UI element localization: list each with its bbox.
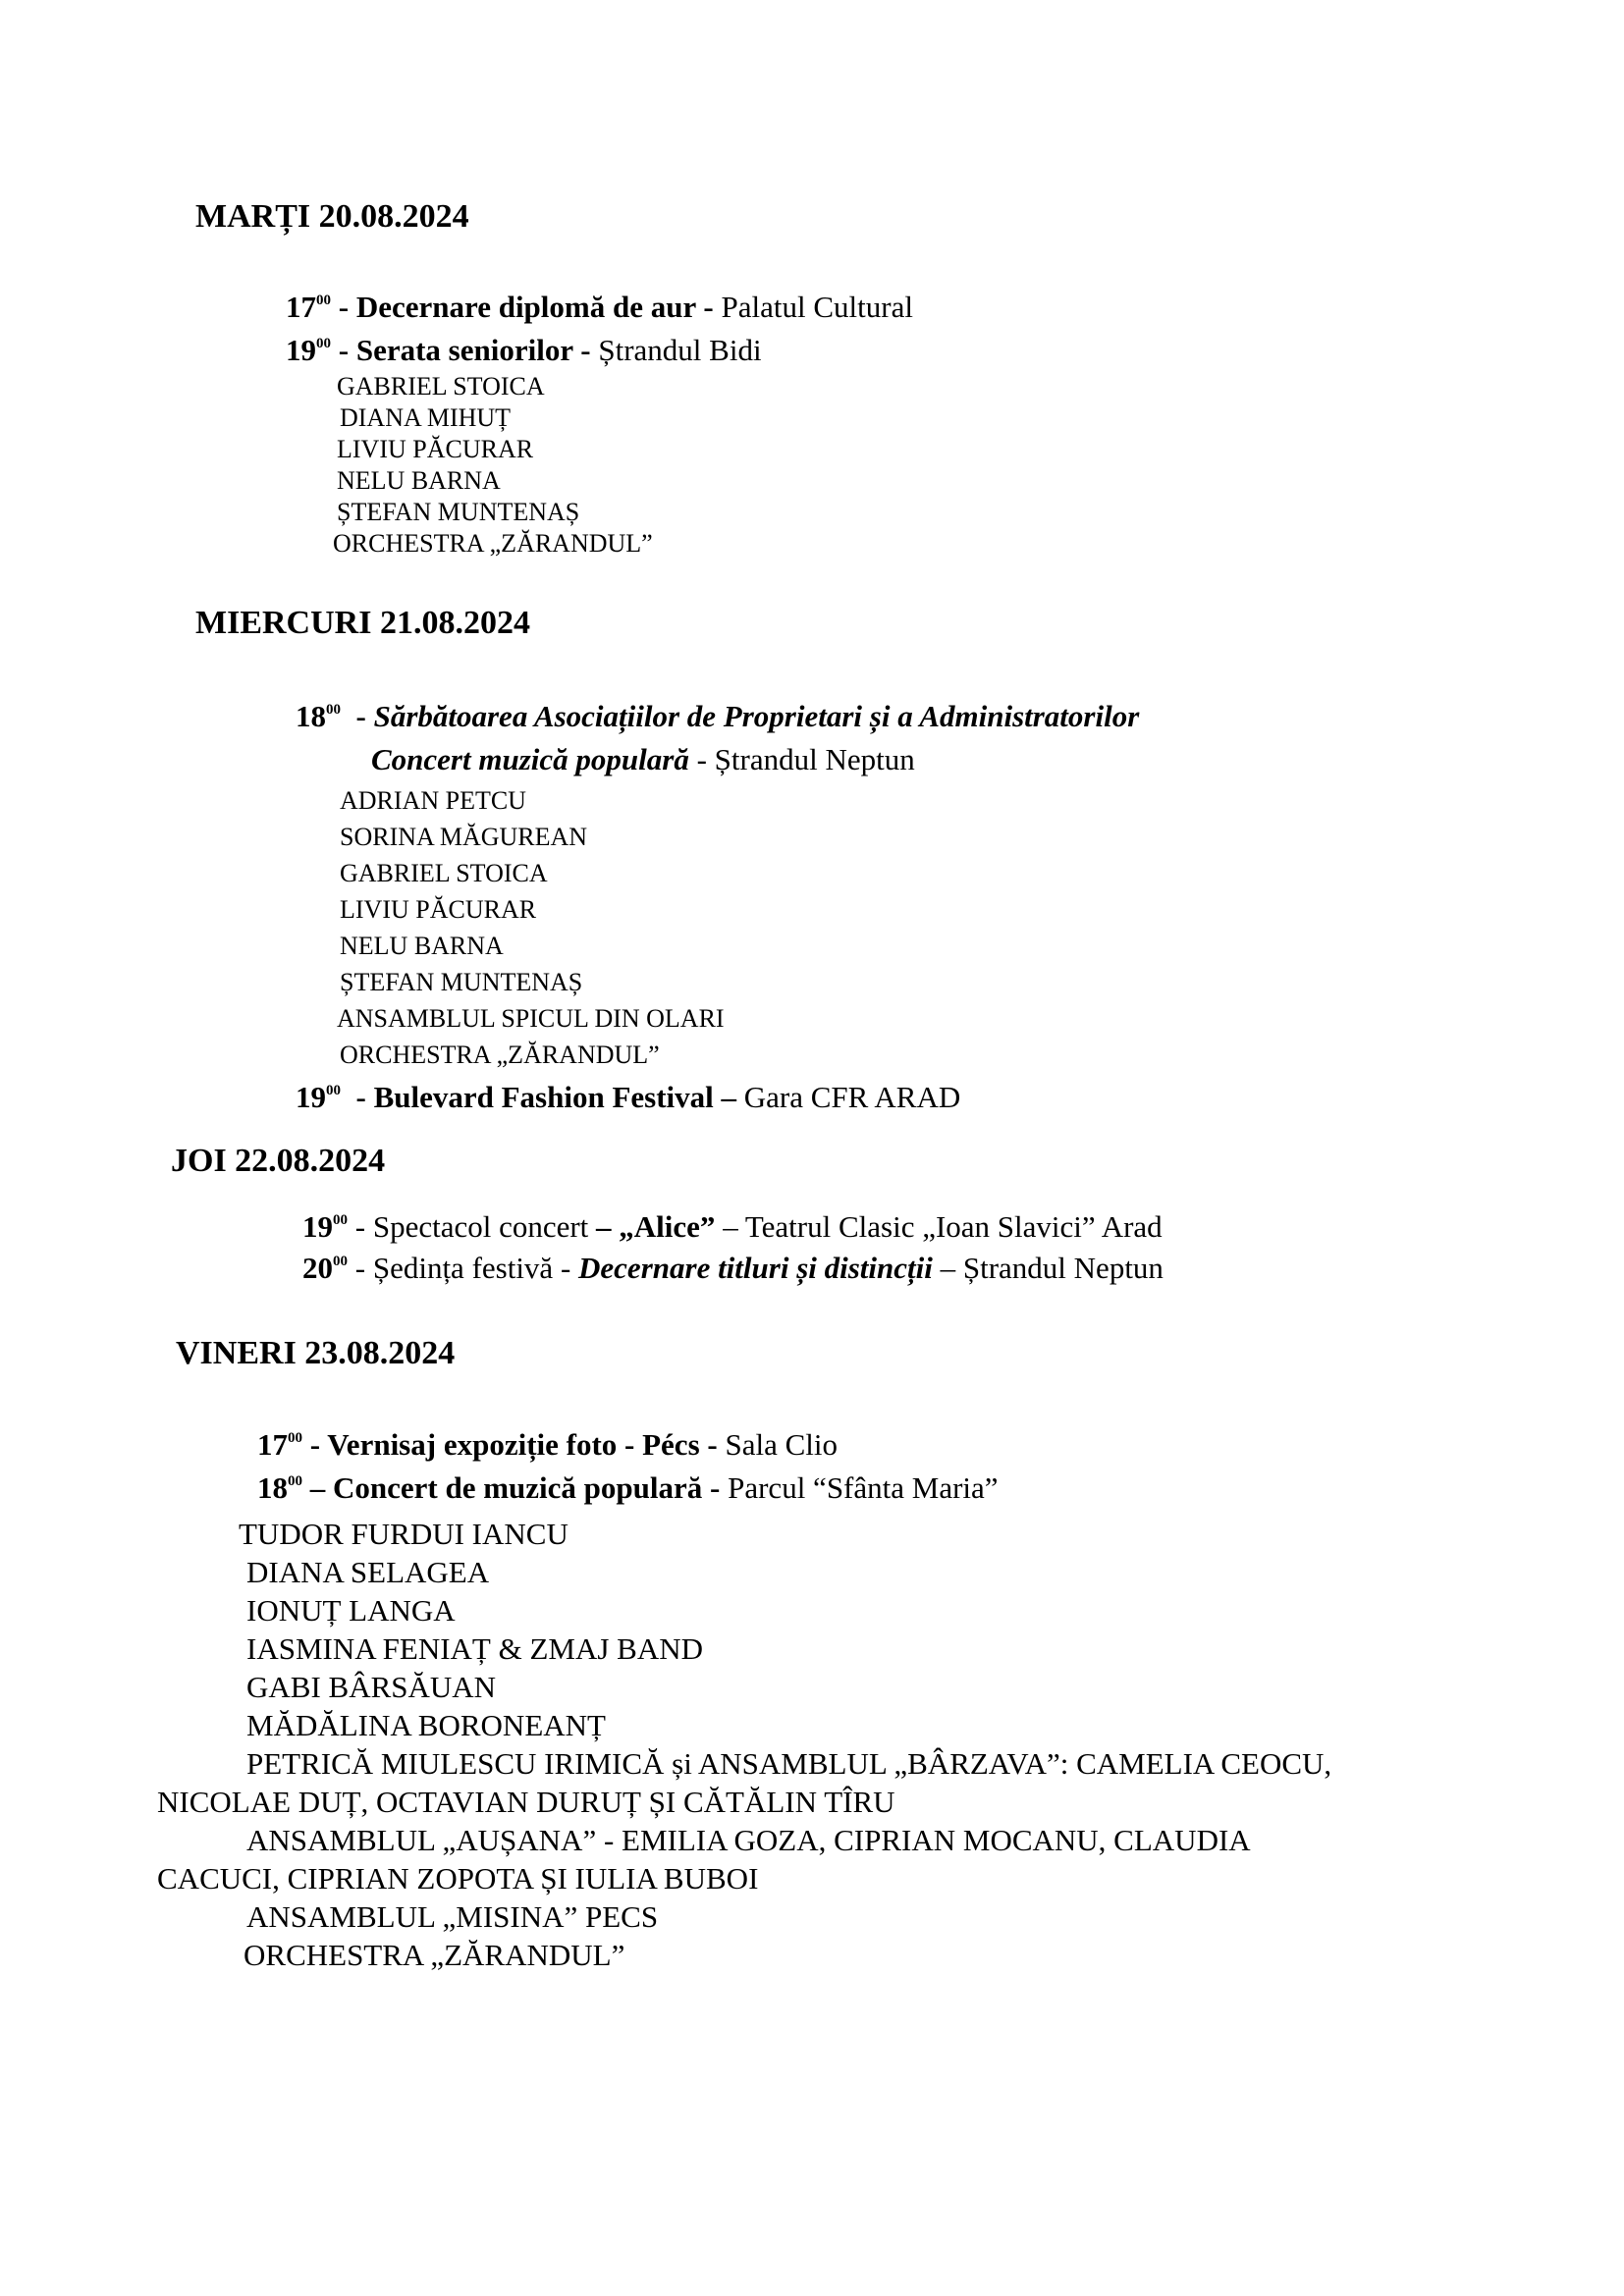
event-line: [296, 699, 1139, 734]
artist-name: ORCHESTRA „ZĂRANDUL”: [340, 1041, 660, 1069]
day-heading: MIERCURI 21.08.2024: [195, 605, 530, 641]
artist-name: ORCHESTRA „ZĂRANDUL”: [244, 1938, 625, 1972]
event-place: Sala Clio: [725, 1427, 838, 1462]
event-dash: -: [695, 290, 722, 324]
day-heading: JOI 22.08.2024: [171, 1143, 386, 1179]
event-line: [302, 1209, 1163, 1245]
event-hour: 19: [302, 1209, 333, 1244]
event-place: Palatul Cultural: [721, 290, 913, 324]
event-minute: 00: [288, 1430, 302, 1446]
event-dash: -: [572, 333, 599, 367]
artist-name: GABRIEL STOICA: [340, 859, 548, 887]
event-hour: 20: [302, 1251, 333, 1285]
artist-name: ȘTEFAN MUNTENAȘ: [337, 498, 580, 526]
event-title: Sărbătoarea Asociațiilor de Proprietari și a Administratorilor: [373, 699, 1140, 733]
event-place: Ștrandul Neptun: [714, 742, 915, 776]
event-minute: 00: [326, 702, 341, 718]
artist-name: ȘTEFAN MUNTENAȘ: [340, 968, 583, 996]
event-sep: -: [348, 1251, 373, 1285]
event-line: [302, 1251, 1164, 1286]
event-hour: 19: [296, 1080, 326, 1114]
event-place: Teatrul Clasic „Ioan Slavici” Arad: [744, 1209, 1163, 1244]
event-lead: Spectacol concert: [372, 1209, 589, 1244]
event-place: Parcul “Sfânta Maria”: [728, 1470, 999, 1505]
event-line: [296, 1080, 960, 1115]
event-place: Gara CFR ARAD: [743, 1080, 961, 1114]
day-heading: MARȚI 20.08.2024: [195, 198, 469, 235]
artist-name: ANSAMBLUL „MISINA” PECS: [246, 1899, 659, 1934]
event-place: Ștrandul Neptun: [962, 1251, 1164, 1285]
day-heading: VINERI 23.08.2024: [176, 1335, 456, 1371]
event-hour: 17: [286, 290, 316, 324]
event-hour: 18: [296, 699, 326, 733]
event-minute: 00: [326, 1083, 341, 1098]
event-line: [257, 1427, 838, 1463]
event-dash: -: [553, 1251, 579, 1285]
event-title: „Alice”: [619, 1209, 716, 1244]
artist-name: TUDOR FURDUI IANCU: [239, 1517, 568, 1551]
event-title: Vernisaj expoziție foto: [327, 1427, 618, 1462]
artist-name: ORCHESTRA „ZĂRANDUL”: [333, 529, 653, 558]
event-title: Decernare diplomă de aur: [355, 290, 696, 324]
event-line: [286, 333, 762, 368]
event-sep: -: [302, 1427, 328, 1462]
event-hour: 19: [286, 333, 316, 367]
event-minute: 00: [316, 336, 331, 351]
event-dash: –: [713, 1080, 744, 1114]
event-sep: –: [302, 1470, 333, 1505]
event-lead: Ședința festivă: [372, 1251, 554, 1285]
artist-name: IONUȚ LANGA: [246, 1593, 456, 1628]
event-dash: -: [699, 1427, 726, 1462]
event-title: Serata seniorilor: [355, 333, 573, 367]
artist-name: IASMINA FENIAȚ & ZMAJ BAND: [246, 1631, 704, 1666]
event-sep: -: [331, 290, 356, 324]
artist-name: NELU BARNA: [340, 932, 504, 960]
artist-name: SORINA MĂGUREAN: [340, 823, 588, 851]
event-place: Ștrandul Bidi: [598, 333, 762, 367]
event-title-secondary: Pécs: [642, 1427, 700, 1462]
artist-name: ADRIAN PETCU: [340, 786, 526, 815]
event-subtitle: Concert muzică populară: [371, 742, 689, 776]
artist-name: ANSAMBLUL SPICUL DIN OLARI: [337, 1004, 725, 1033]
event-line: [257, 1470, 999, 1506]
event-line: [286, 290, 913, 325]
artist-name: DIANA MIHUȚ: [340, 403, 512, 432]
event-sep: -: [348, 1209, 373, 1244]
artist-name: LIVIU PĂCURAR: [340, 895, 537, 924]
event-title: Decernare titluri și distincții: [578, 1251, 933, 1285]
event-hour: 18: [257, 1470, 288, 1505]
artist-name: GABI BÂRSĂUAN: [246, 1670, 497, 1704]
artist-name: ANSAMBLUL „AUȘANA” - EMILIA GOZA, CIPRIAN MOCANU, CLAUDIA: [246, 1823, 1251, 1857]
artist-name: DIANA SELAGEA: [246, 1555, 490, 1589]
event-dash: –: [932, 1251, 963, 1285]
event-minute: 00: [316, 293, 331, 308]
event-sep: -: [331, 333, 356, 367]
artist-name-continued: NICOLAE DUȚ, OCTAVIAN DURUȚ ȘI CĂTĂLIN TÎRU: [157, 1785, 895, 1819]
event-dash: –: [715, 1209, 745, 1244]
event-title: Bulevard Fashion Festival: [373, 1080, 714, 1114]
event-dash: -: [688, 742, 715, 776]
event-minute: 00: [288, 1473, 302, 1489]
artist-name: PETRICĂ MIULESCU IRIMICĂ și ANSAMBLUL „BÂRZAVA”: CAMELIA CEOCU,: [246, 1746, 1332, 1781]
event-minute: 00: [333, 1254, 348, 1269]
event-hour: 17: [257, 1427, 288, 1462]
event-title: Concert de muzică populară: [333, 1470, 703, 1505]
artist-name: MĂDĂLINA BORONEANȚ: [246, 1708, 606, 1742]
event-dash: –: [588, 1209, 620, 1244]
event-dash: -: [702, 1470, 729, 1505]
event-subtitle-line: [371, 742, 915, 777]
event-minute: 00: [333, 1212, 348, 1228]
event-sep: -: [341, 699, 374, 733]
artist-name: NELU BARNA: [337, 466, 501, 495]
event-dash: -: [617, 1427, 643, 1462]
event-sep: -: [341, 1080, 374, 1114]
artist-name: GABRIEL STOICA: [337, 372, 545, 400]
artist-name: LIVIU PĂCURAR: [337, 435, 534, 463]
artist-name-continued: CACUCI, CIPRIAN ZOPOTA ȘI IULIA BUBOI: [157, 1861, 759, 1896]
